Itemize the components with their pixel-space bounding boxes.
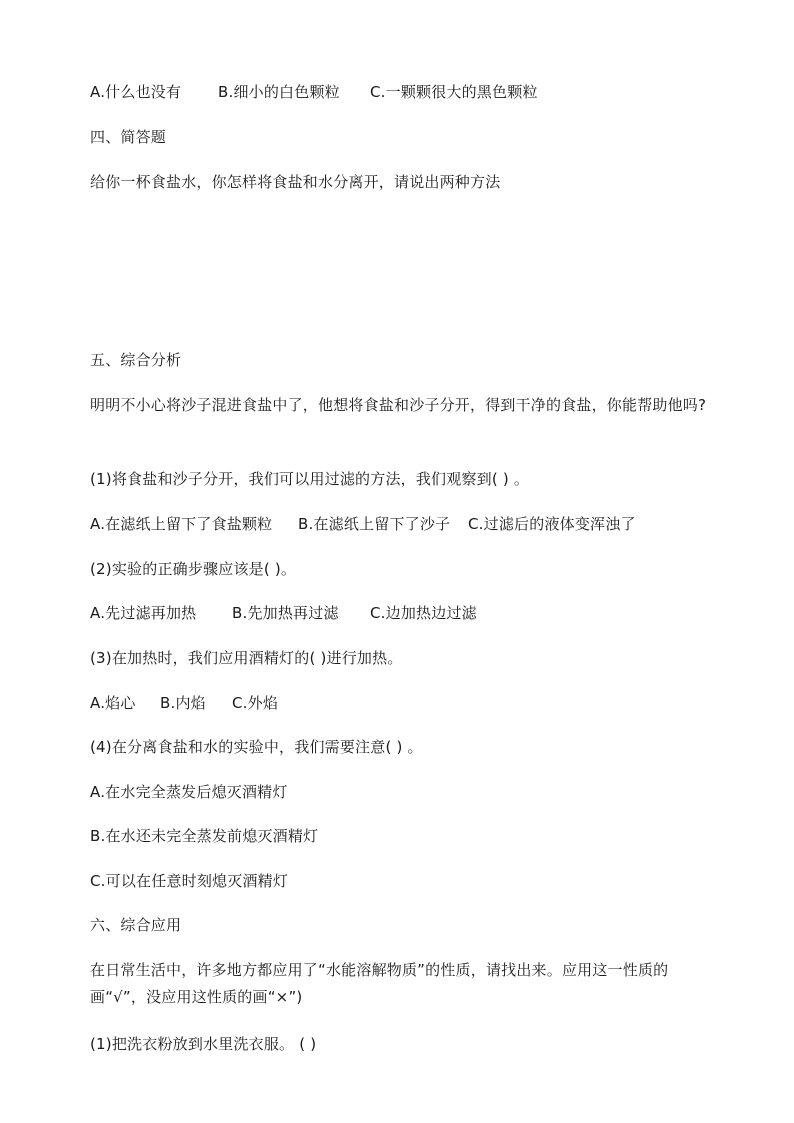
option-row — [90, 691, 710, 715]
option-c: C.边加热边过滤 — [370, 604, 477, 622]
option-c: C.过滤后的液体变浑浊了 — [468, 515, 636, 533]
analysis-question-1: (1)将食盐和沙子分开，我们可以用过滤的方法，我们观察到( ) 。 — [90, 470, 530, 488]
option-b: B.先加热再过滤 — [232, 604, 339, 622]
option-row — [90, 512, 710, 536]
option-a: A.在滤纸上留下了食盐颗粒 — [90, 515, 273, 533]
analysis-question-3: (3)在加热时，我们应用酒精灯的( )进行加热。 — [90, 649, 403, 667]
section-heading-short-answer: 四、简答题 — [90, 128, 167, 146]
application-intro: 在日常生活中，许多地方都应用了“水能溶解物质”的性质，请找出来。应用这一性质的画“√”，没应用这性质的画“×”) — [90, 961, 669, 1006]
option-b: B.在水还未完全蒸发前熄灭酒精灯 — [90, 827, 319, 845]
option-a: A.在水完全蒸发后熄灭酒精灯 — [90, 783, 288, 801]
option-c: C.可以在任意时刻熄灭酒精灯 — [90, 872, 289, 890]
short-answer-question: 给你一杯食盐水，你怎样将食盐和水分离开，请说出两种方法 — [90, 173, 501, 191]
option-b: B.在滤纸上留下了沙子 — [298, 515, 451, 533]
option-a: A.焰心 — [90, 694, 136, 712]
option-a: A.什么也没有 — [90, 83, 182, 101]
analysis-question-4: (4)在分离食盐和水的实验中，我们需要注意( ) 。 — [90, 738, 423, 756]
option-row — [90, 80, 710, 104]
option-row — [90, 601, 710, 625]
section-heading-application: 六、综合应用 — [90, 916, 182, 934]
analysis-intro: 明明不小心将沙子混进食盐中了，他想将食盐和沙子分开，得到干净的食盐，你能帮助他吗? — [90, 396, 707, 414]
section-heading-analysis: 五、综合分析 — [90, 351, 182, 369]
option-b: B.内焰 — [160, 694, 206, 712]
option-a: A.先过滤再加热 — [90, 604, 197, 622]
option-c: C.外焰 — [232, 694, 279, 712]
analysis-question-2: (2)实验的正确步骤应该是( )。 — [90, 560, 297, 578]
application-question-1: (1)把洗衣粉放到水里洗衣服。 ( ) — [90, 1035, 317, 1053]
option-b: B.细小的白色颗粒 — [218, 83, 340, 101]
option-c: C.一颗颗很大的黑色颗粒 — [370, 83, 538, 101]
